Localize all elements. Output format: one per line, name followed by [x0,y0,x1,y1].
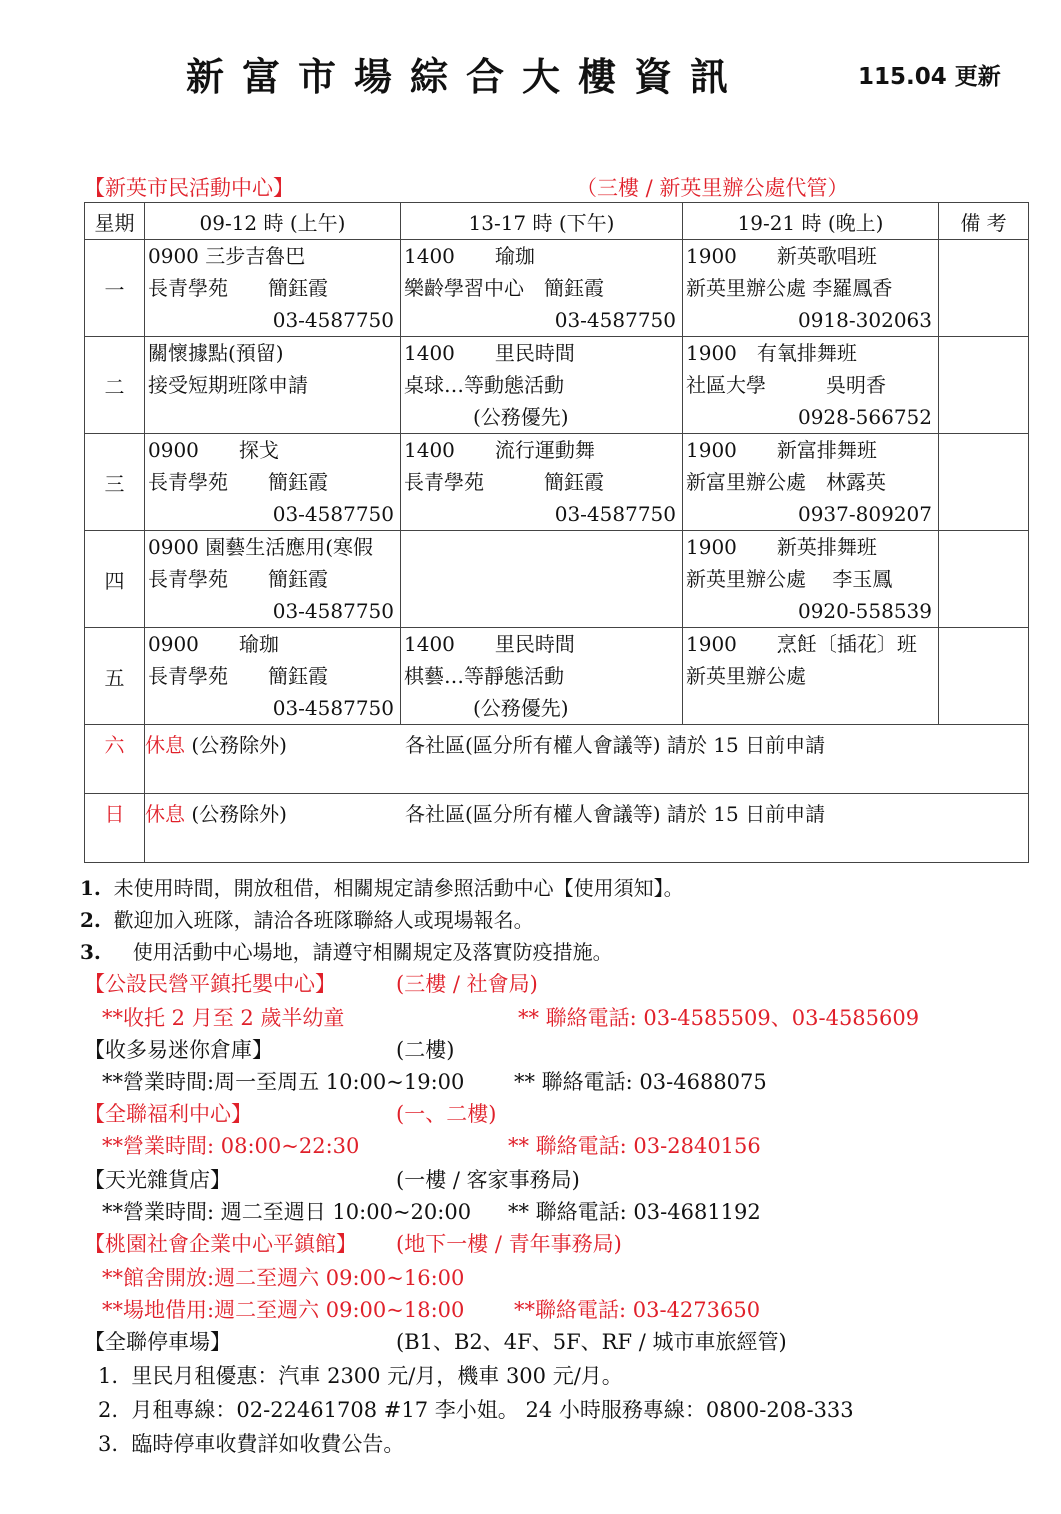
social-enterprise-rental: **場地借用:週二至週六 09:00~18:00 [102,1298,465,1322]
schedule-line: 0918-302063 [797,308,932,332]
schedule-cell-am [145,434,401,531]
weekend-day: 六 [85,725,145,794]
welfare-phone: ** 聯絡電話: 03-2840156 [508,1134,761,1158]
weekday-label: 一 [85,240,145,337]
nursery-location: (三樓 / 社會局) [396,972,538,996]
schedule-row [85,337,1029,434]
remarks-cell [939,240,1029,337]
schedule-line: (公務優先) [473,696,569,720]
remarks-cell [939,531,1029,628]
schedule-line: 0900 三步吉魯巴 [148,244,306,268]
header-remarks: 備 考 [939,203,1029,240]
schedule-line: 03-4587750 [272,599,394,623]
schedule-cell-pm [401,240,683,337]
schedule-cell-am [145,337,401,434]
remarks-cell [939,434,1029,531]
apply-note: 各社區(區分所有權人會議等) 請於 15 日前申請 [404,802,826,826]
schedule-cell-ev [683,531,939,628]
header-weekday: 星期 [85,203,145,240]
center-name: 【新英市民活動中心】 [84,176,294,200]
storage-hours: **營業時間:周一至周五 10:00~19:00 [102,1070,465,1094]
rest-note: (公務除外) [191,733,287,757]
schedule-line: 樂齡學習中心 簡鈺霞 [404,276,604,300]
schedule-row [85,434,1029,531]
header-afternoon: 13-17 時 (下午) [401,203,683,240]
schedule-line: 新英里辦公處 李玉鳳 [686,567,893,591]
schedule-cell-am [145,628,401,725]
social-enterprise-location: (地下一樓 / 青年事務局) [396,1232,622,1256]
schedule-line: 1900 烹飪〔插花〕班 [686,632,917,656]
weekday-label: 三 [85,434,145,531]
remarks-cell [939,337,1029,434]
schedule-line: 長青學苑 簡鈺霞 [148,470,328,494]
schedule-line: 1900 新英歌唱班 [686,244,877,268]
schedule-line: 03-4587750 [272,502,394,526]
weekday-label: 二 [85,337,145,434]
schedule-line: 1400 流行運動舞 [404,438,595,462]
schedule-cell-pm [401,434,683,531]
page-title: 新富市場綜合大樓資訊 [186,55,747,99]
nursery-age: **收托 2 月至 2 歲半幼童 [102,1006,345,1030]
update-version: 115.04 更新 [858,64,1001,90]
schedule-line: 0900 瑜珈 [148,632,279,656]
weekend-info [145,725,1029,794]
weekend-info [145,794,1029,863]
rest-label: 休息 [145,802,185,826]
rest-note: (公務除外) [191,802,287,826]
header-morning: 09-12 時 (上午) [145,203,401,240]
schedule-cell-am [145,240,401,337]
grocery-location: (一樓 / 客家事務局) [396,1168,580,1192]
grocery-hours: **營業時間: 週二至週日 10:00~20:00 [102,1200,472,1224]
schedule-cell-am [145,531,401,628]
schedule-line: 接受短期班隊申請 [148,373,308,397]
schedule-cell-pm [401,628,683,725]
schedule-cell-pm [401,531,683,628]
grocery-phone: ** 聯絡電話: 03-4681192 [508,1200,761,1224]
schedule-line: (公務優先) [473,405,569,429]
schedule-line: 03-4587750 [272,696,394,720]
social-enterprise-open: **館舍開放:週二至週六 09:00~16:00 [102,1266,465,1290]
schedule-cell-pm [401,337,683,434]
social-enterprise-name: 【桃園社會企業中心平鎮館】 [84,1232,357,1256]
schedule-line: 長青學苑 簡鈺霞 [148,276,328,300]
parking-name: 【全聯停車場】 [84,1330,231,1354]
schedule-cell-ev [683,240,939,337]
schedule-line: 0937-809207 [797,502,932,526]
apply-note: 各社區(區分所有權人會議等) 請於 15 日前申請 [404,733,826,757]
schedule-header-row [85,203,1029,240]
weekday-label: 四 [85,531,145,628]
note-1: 1. 未使用時間，開放租借，相關規定請參照活動中心【使用須知】。 [80,876,684,900]
storage-name: 【收多易迷你倉庫】 [84,1038,273,1062]
schedule-line: 長青學苑 簡鈺霞 [148,567,328,591]
schedule-line: 1900 新富排舞班 [686,438,877,462]
schedule-line: 長青學苑 簡鈺霞 [404,470,604,494]
schedule-line: 0900 園藝生活應用(寒假 [148,535,374,559]
schedule-line: 0920-558539 [797,599,932,623]
schedule-line: 新英里辦公處 李羅鳳香 [686,276,893,300]
grocery-name: 【天光雜貨店】 [84,1168,231,1192]
parking-item-3: 3. 臨時停車收費詳如收費公告。 [98,1432,405,1456]
schedule-line: 1400 瑜珈 [404,244,535,268]
rest-label: 休息 [145,733,185,757]
schedule-line: 03-4587750 [272,308,394,332]
parking-location: (B1、B2、4F、5F、RF / 城市車旅經管) [396,1330,787,1354]
storage-location: (二樓) [396,1038,455,1062]
header-evening: 19-21 時 (晚上) [683,203,939,240]
schedule-line: 0900 探戈 [148,438,279,462]
schedule-line: 03-4587750 [554,308,676,332]
note-3: 3. 使用活動中心場地，請遵守相關規定及落實防疫措施。 [80,940,613,964]
schedule-row [85,240,1029,337]
schedule-line: 桌球…等動態活動 [404,373,564,397]
welfare-hours: **營業時間: 08:00~22:30 [102,1134,360,1158]
schedule-line: 0928-566752 [797,405,932,429]
schedule-line: 關懷據點(預留) [148,341,284,365]
weekday-label: 五 [85,628,145,725]
schedule-line: 03-4587750 [554,502,676,526]
storage-phone: ** 聯絡電話: 03-4688075 [514,1070,767,1094]
parking-item-1: 1. 里民月租優惠：汽車 2300 元/月，機車 300 元/月。 [98,1364,623,1388]
nursery-name: 【公設民營平鎮托嬰中心】 [84,972,336,996]
schedule-line: 新英里辦公處 [686,664,806,688]
social-enterprise-phone: **聯絡電話: 03-4273650 [514,1298,761,1322]
center-location: （三樓 / 新英里辦公處代管） [576,176,849,200]
remarks-cell [939,628,1029,725]
schedule-line: 社區大學 吳明香 [686,373,886,397]
schedule-cell-ev [683,337,939,434]
weekend-day: 日 [85,794,145,863]
schedule-row [85,531,1029,628]
schedule-line: 1400 里民時間 [404,341,575,365]
schedule-line: 1400 里民時間 [404,632,575,656]
note-2: 2. 歡迎加入班隊，請洽各班隊聯絡人或現場報名。 [80,908,534,932]
weekend-row [85,794,1029,863]
schedule-cell-ev [683,434,939,531]
schedule-row [85,628,1029,725]
schedule-line: 1900 新英排舞班 [686,535,877,559]
nursery-phone: ** 聯絡電話: 03-4585509、03-4585609 [518,1006,920,1030]
schedule-line: 棋藝…等靜態活動 [404,664,564,688]
welfare-name: 【全聯福利中心】 [84,1102,252,1126]
schedule-cell-ev [683,628,939,725]
schedule-table [84,202,1029,863]
parking-item-2: 2. 月租專線：02-22461708 #17 李小姐。 24 小時服務專線：0800-208-333 [98,1398,854,1422]
welfare-location: (一、二樓) [396,1102,497,1126]
schedule-line: 長青學苑 簡鈺霞 [148,664,328,688]
weekend-row [85,725,1029,794]
schedule-line: 新富里辦公處 林露英 [686,470,886,494]
schedule-line: 1900 有氧排舞班 [686,341,857,365]
